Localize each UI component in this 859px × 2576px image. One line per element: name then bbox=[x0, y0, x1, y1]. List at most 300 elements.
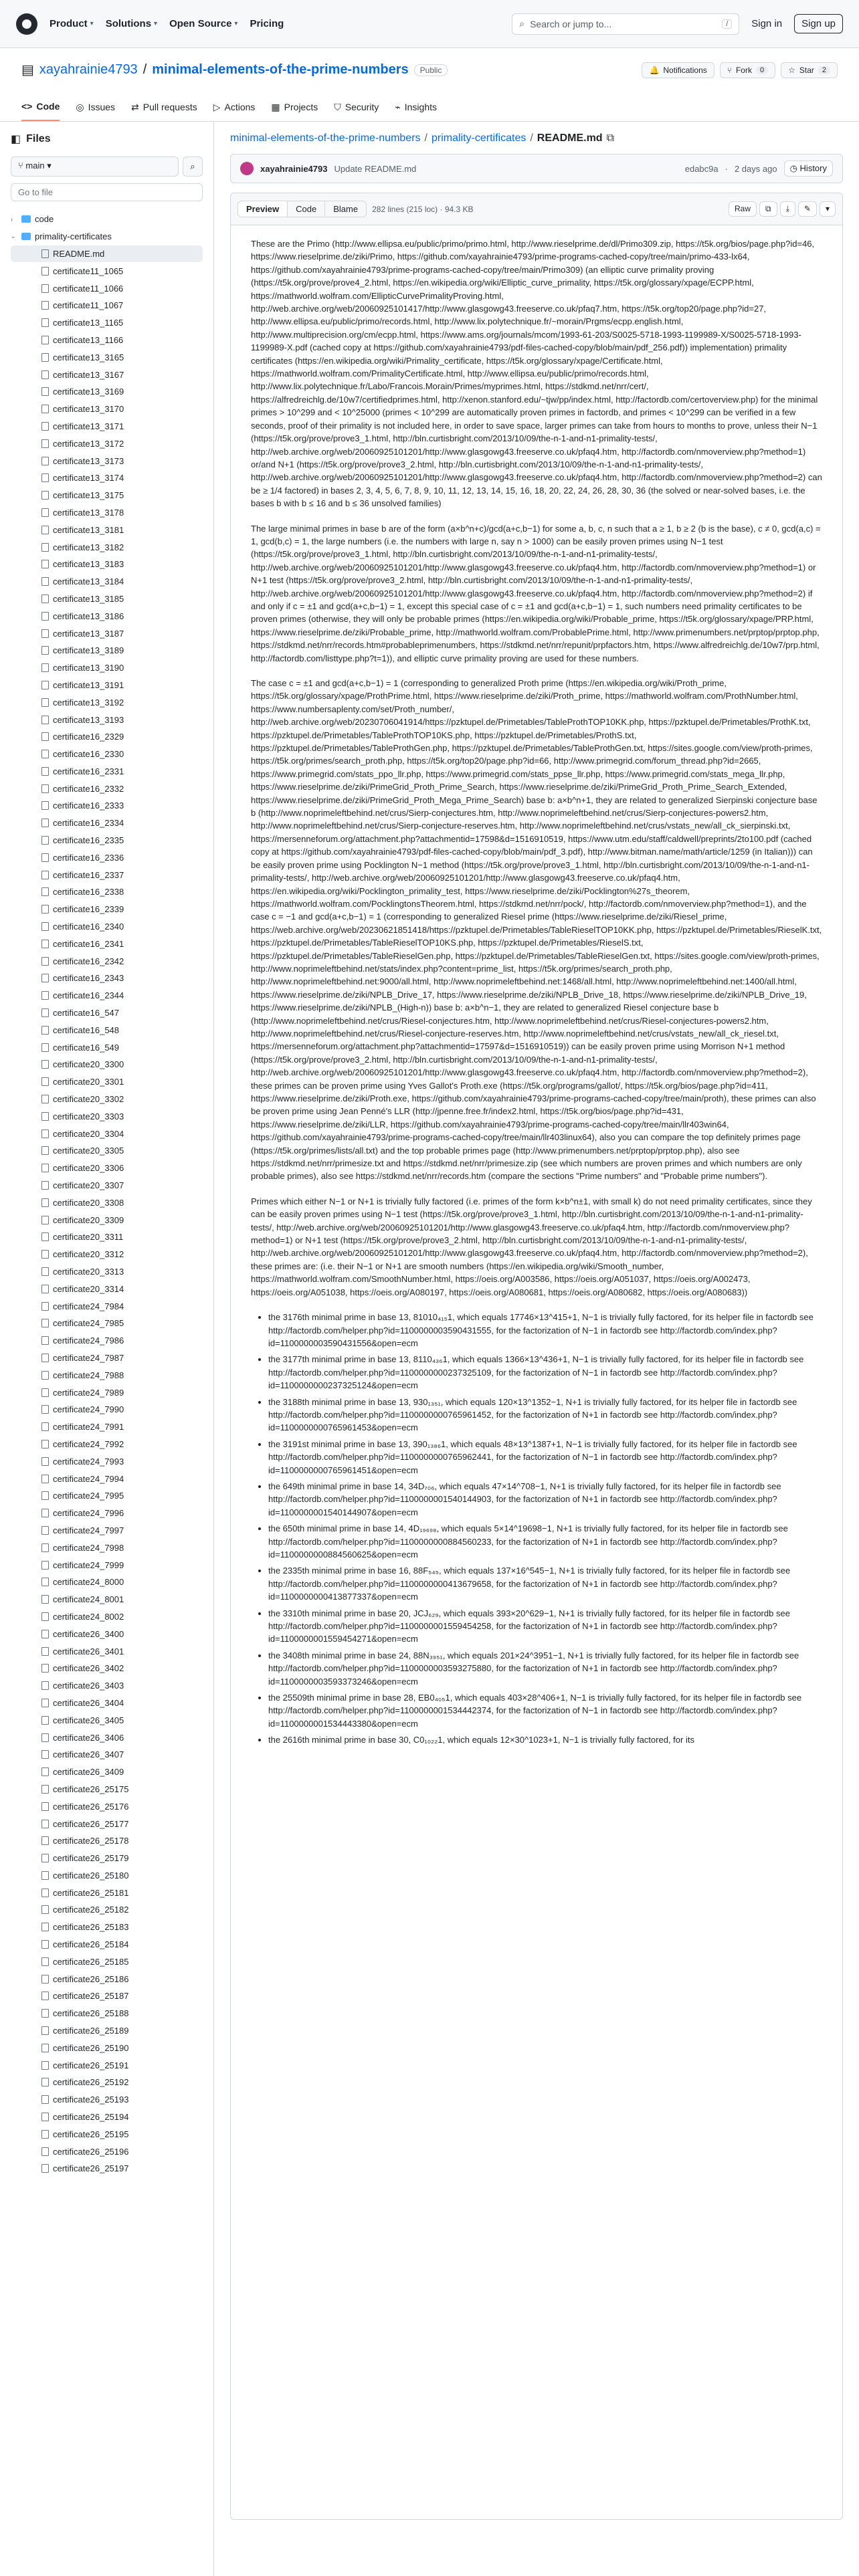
tree-file-item[interactable] bbox=[11, 1194, 203, 1211]
tree-file-item[interactable] bbox=[11, 2022, 203, 2040]
file-icon bbox=[41, 698, 49, 707]
tree-file-item[interactable] bbox=[11, 1384, 203, 1401]
tree-file-item[interactable] bbox=[11, 970, 203, 987]
breadcrumb-file: README.md bbox=[537, 132, 603, 144]
breadcrumb-repo[interactable]: minimal-elements-of-the-prime-numbers bbox=[230, 132, 421, 144]
tree-file-label: certificate26_25192 bbox=[53, 2077, 129, 2088]
breadcrumb: minimal-elements-of-the-prime-numbers / primality-certificates / README.md ⧉ bbox=[230, 132, 615, 144]
tree-file-item[interactable] bbox=[11, 1539, 203, 1556]
tree-file-label: certificate24_7992 bbox=[53, 1438, 124, 1449]
tab-actions[interactable]: ▷ Actions bbox=[213, 101, 256, 112]
file-icon bbox=[41, 1923, 49, 1931]
tree-file-item[interactable] bbox=[11, 901, 203, 918]
file-icon bbox=[41, 1232, 49, 1241]
tree-file-item[interactable] bbox=[11, 728, 203, 746]
tree-file-item[interactable] bbox=[11, 1660, 203, 1677]
tree-file-item[interactable] bbox=[11, 1039, 203, 1056]
tab-pull-requests[interactable]: ⇄ Pull requests bbox=[131, 101, 197, 112]
tree-file-item[interactable] bbox=[11, 2125, 203, 2143]
tree-file-item[interactable] bbox=[11, 504, 203, 522]
commit-hash[interactable]: edabc9a bbox=[684, 163, 719, 174]
file-icon bbox=[41, 1405, 49, 1414]
tree-file-item[interactable] bbox=[11, 2143, 203, 2160]
tree-file-item[interactable] bbox=[11, 348, 203, 366]
tree-file-label: certificate24_7984 bbox=[53, 1301, 124, 1311]
tree-file-label: certificate16_547 bbox=[53, 1008, 120, 1018]
file-icon bbox=[41, 1285, 49, 1293]
file-icon bbox=[41, 1181, 49, 1190]
tree-file-label: certificate16_2336 bbox=[53, 852, 124, 863]
tree-file-item[interactable] bbox=[11, 1470, 203, 1487]
file-icon bbox=[41, 2009, 49, 2018]
sidebar-collapse-icon[interactable]: ◧ bbox=[11, 134, 21, 145]
chevron-down-icon: ▾ bbox=[90, 20, 94, 27]
tree-file-item[interactable] bbox=[11, 1625, 203, 1642]
tree-file-item[interactable] bbox=[11, 1297, 203, 1315]
tree-file-label: certificate26_3407 bbox=[53, 1749, 124, 1760]
tree-file-item[interactable] bbox=[11, 591, 203, 608]
tree-file-item[interactable] bbox=[11, 1073, 203, 1091]
paragraph-proth-riesel: The case c = ±1 and gcd(a+c,b−1) = 1 (corresponding to generalized Proth prime (https://en.wikipedia.org/wiki/Proth_prime, https://t5k.org/glossary/xpage/ProthPrime.html, https://www.rieselprime.de/ziki/Proth_prime, https://mathworld.wolfram.com/ProthNumber.html, https://www.numbersaplenty.com/set/Proth_number/, http://web.archive.org/web/20230706041914/https://pzktupel.de/Primetables/TableProthTOP10KK.php, https://pzktupel.de/Primetables/ProthK.txt, https://pzktupel.de/Primetables/TableProthTOP10KS.php, https://pzktupel.de/Primetables/ProthS.txt, https://pzktupel.de/Primetables/TableProthGen.php, https://pzktupel.de/Primetables/TableProthGen.txt, https://sites.google.com/view/proth-primes, https://t5k.org/primes/search_proth.php, https://t5k.org/top20/page.php?id=66, http://www.primegrid.com/forum_thread.php?id=2665, https://www.primegrid.com/stats_ppo_llr.php, https://www.primegrid.com/stats_ppse_llr.php, https://www.primegrid.com/stats_mega_llr.php, https://www.rieselprime.de/ziki/PrimeGrid_Proth_Prime_Search, https://www.rieselprime.de/ziki/PrimeGrid_Proth_Prime_Search_Extended, https://www.rieselprime.de/ziki/PrimeGrid_Proth_Mega_Prime_Search) base b: a×b^n+1, they are related to generalized Sierpinski conjecture base b (http://www.noprimeleftbehind.net/crus/Sierp-conjectures.htm, http://www.noprimeleftbehind.net/crus/Sierp-conjectures-powers2.htm, http://www.noprimeleftbehind.net/crus/Sierp-conjecture-reserves.htm, http://www.noprimeleftbehind.net/crus/vstats_new/all_ck_sierpinski.txt, https://mersenneforum.org/attachment.php?attachmentid=17598&d=1516910519, https://www.utm.edu/staff/caldwell/preprints/2to100.pdf (cached copy at https://github.com/xayahrainie4793/pdf-files-cached-copy/blob/main/pdf_3.pdf), http://www.bitman.name/math/article/1259 (in Italian))) can be easily proven prime using Pocklington N−1 method (https://t5k.org/prove/prove3_1.html, http://bln.curtisbright.com/2013/10/09/the-n-1-and-n1-primality-tests/, http://web.archive.org/web/20060925101201/http://www.glasgowg43.freeserve.co.uk/pfaq4.htm, https://en.wikipedia.org/wiki/Pocklington_primality_test, https://www.rieselprime.de/ziki/Pocklington%27s_theorem, https://mathworld.wolfram.com/PocklingtonsTheorem.html, https://stdkmd.net/nrr/pock/, http://factordb.com/nmoverview.php?method=1), and the case c = −1 and gcd(a+c,b−1) = 1 (corresponding to generalized Riesel prime (https://www.rieselprime.de/ziki/Riesel_prime, https://web.archive.org/web/20230621851418/https://pzktupel.de/Primetables/TableRieselTOP10KK.php, https://pzktupel.de/Primetables/RieselK.txt, https://pzktupel.de/Primetables/TableRieselTOP10KS.php, https://pzktupel.de/Primetables/RieselS.txt, https://pzktupel.de/Primetables/TableRieselGen.php, https://pzktupel.de/Primetables/TableRieselGen.txt, https://sites.google.com/view/proth-primes, http://www.noprimeleftbehind.net/stats/index.php?content=prime_list, https://t5k.org/primes/search_proth.php, http://www.noprimeleftbehind.net:9000/all.html, http://www.noprimeleftbehind.net:1468/all.html, http://www.noprimeleftbehind.net:1400/all.html, https://www.rieselprime.de/ziki/NPLB_Drive_17, https://www.rieselprime.de/ziki/NPLB_Drive_18, https://www.rieselprime.de/ziki/NPLB_Drive_19, https://www.rieselprime.de/ziki/NPLB_(High-n)) base b: a×b^n−1, they are related to generalized Riesel conjecture base b (http://www.noprimeleftbehind.net/crus/Riesel-conjectures.htm, http://www.noprimeleftbehind.net/crus/Riesel-conjectures-powers2.htm, http://www.noprimeleftbehind.net/crus/Riesel-conjecture-reserves.htm, http://www.noprimeleftbehind.net/crus/vstats_new/all_ck_riesel.txt, https://mersenneforum.org/attachment.php?attachmentid=17597&d=1516910519)) can be easily proven prime using Morrison N+1 method (https://t5k.org/prove/prove3_2.html, http://bln.curtisbright.com/2013/10/09/the-n-1-and-n1-primality-tests/, http://web.archive.org/web/20060925101201/http://www.glasgowg43.freeserve.co.uk/pfaq4.htm, http://factordb.com/nmoverview.php?method=2), these primes can be proven prime using Yves Gallot's Proth.exe (https://t5k.org/programs/gallot/, https://t5k.org/bios/page.php?id=411, https://www.rieselprime.de/ziki/Proth.exe, https://github.com/xayahrainie4793/prime-programs-cached-copy/tree/main/proth), these primes can also be proven prime using Jean Penné's LLR (http://jpenne.free.fr/index2.html, https://t5k.org/bios/page.php?id=431, https://www.rieselprime.de/ziki/LLR, https://github.com/xayahrainie4793/prime-programs-cached-copy/tree/main/llr403win64, https://github.com/xayahrainie4793/prime-programs-cached-copy/tree/main/llr403linux64), also you can compare the top definitely primes page (https://t5k.org/primes/lists/all.txt) and the top probable primes page (http://www.primenumbers.net/prptop/prptop.php), also see https://stdkmd.net/nrr/primesize.txt and https://stdkmd.net/nrr/primesize.zip (see which numbers are proven primes and which numbers are only probable primes), also see https://stdkmd.net/nrr/records.htm (compare the sections "Prime numbers" and "Probable prime numbers"). bbox=[251, 678, 822, 1182]
file-icon bbox=[41, 2147, 49, 2156]
file-icon bbox=[41, 1026, 49, 1035]
tree-file-label: certificate24_7985 bbox=[53, 1318, 124, 1329]
tree-file-item[interactable] bbox=[11, 1970, 203, 1988]
breadcrumb-folder[interactable]: primality-certificates bbox=[431, 132, 527, 144]
graph-icon: ⌁ bbox=[395, 101, 401, 112]
tree-file-item[interactable] bbox=[11, 659, 203, 677]
chevron-down-icon: ▾ bbox=[234, 20, 238, 27]
tree-file-item[interactable] bbox=[11, 314, 203, 332]
tree-file-item[interactable] bbox=[11, 1832, 203, 1850]
tree-file-item[interactable] bbox=[11, 1505, 203, 1522]
tree-file-label: certificate16_2338 bbox=[53, 887, 124, 897]
file-icon bbox=[41, 473, 49, 482]
tree-file-item[interactable] bbox=[11, 1160, 203, 1177]
tree-file-item[interactable] bbox=[11, 1004, 203, 1022]
fork-count: 0 bbox=[756, 66, 768, 74]
repo-icon: ▤ bbox=[21, 63, 34, 78]
tree-file-item[interactable] bbox=[11, 332, 203, 349]
fork-button[interactable]: ⑂ Fork 0 bbox=[720, 62, 775, 78]
tree-file-item[interactable] bbox=[11, 1228, 203, 1246]
tree-file-label: certificate16_549 bbox=[53, 1042, 120, 1053]
github-logo-icon[interactable] bbox=[16, 13, 37, 35]
tree-file-item[interactable] bbox=[11, 1729, 203, 1746]
nav-solutions[interactable]: Solutions ▾ bbox=[105, 18, 158, 29]
tree-file-item[interactable] bbox=[11, 1642, 203, 1660]
tree-file-label: certificate24_7987 bbox=[53, 1352, 124, 1363]
tree-file-label: certificate24_7995 bbox=[53, 1491, 124, 1501]
tree-file-label: certificate16_2337 bbox=[53, 869, 124, 880]
tree-file-item[interactable] bbox=[11, 866, 203, 883]
file-icon bbox=[41, 2113, 49, 2121]
file-icon bbox=[41, 2061, 49, 2070]
tree-file-label: certificate26_25179 bbox=[53, 1853, 129, 1864]
star-button[interactable]: ☆ Star 2 bbox=[781, 62, 838, 78]
tree-file-label: certificate20_3300 bbox=[53, 1059, 124, 1070]
tree-file-item[interactable] bbox=[11, 1695, 203, 1712]
tree-file-label: certificate24_7991 bbox=[53, 1422, 124, 1432]
tree-file-label: certificate13_3165 bbox=[53, 352, 124, 362]
copy-raw-icon[interactable]: ⧉ bbox=[759, 201, 777, 217]
tree-file-label: certificate13_3190 bbox=[53, 663, 124, 673]
tree-file-label: certificate26_25190 bbox=[53, 2042, 129, 2053]
avatar[interactable] bbox=[240, 162, 254, 175]
tree-file-label: certificate26_25177 bbox=[53, 1818, 129, 1829]
tree-file-item[interactable] bbox=[11, 1608, 203, 1626]
tree-file-item[interactable] bbox=[11, 280, 203, 297]
search-input[interactable] bbox=[512, 13, 739, 35]
tree-folder-primality-certificates[interactable]: ⌄ primality-certificates bbox=[11, 231, 112, 242]
tree-file-item[interactable] bbox=[11, 1953, 203, 1970]
file-icon bbox=[41, 1146, 49, 1155]
tree-file-item[interactable] bbox=[11, 918, 203, 936]
file-icon bbox=[41, 1112, 49, 1121]
tree-file-item[interactable] bbox=[11, 435, 203, 452]
file-icon bbox=[41, 646, 49, 655]
tree-file-label: certificate16_2332 bbox=[53, 783, 124, 794]
tree-file-label: certificate16_2335 bbox=[53, 835, 124, 846]
repo-owner-link[interactable]: xayahrainie4793 bbox=[39, 62, 138, 77]
tree-file-label: certificate26_25188 bbox=[53, 2008, 129, 2019]
tree-file-label: certificate26_25191 bbox=[53, 2060, 129, 2070]
tree-file-item[interactable] bbox=[11, 2056, 203, 2074]
history-button[interactable]: ◷ History bbox=[784, 160, 833, 177]
file-icon bbox=[41, 508, 49, 517]
tree-file-item[interactable] bbox=[11, 418, 203, 435]
tree-file-label: certificate26_25183 bbox=[53, 1922, 129, 1933]
tree-file-label: certificate24_7990 bbox=[53, 1404, 124, 1415]
file-header bbox=[231, 193, 842, 225]
tree-file-item[interactable] bbox=[11, 556, 203, 573]
tree-file-item[interactable] bbox=[11, 1936, 203, 1953]
blame-tab[interactable]: Blame bbox=[325, 201, 366, 217]
tree-file-item[interactable] bbox=[11, 763, 203, 780]
tree-file-label: certificate26_25193 bbox=[53, 2095, 129, 2105]
file-icon bbox=[41, 284, 49, 293]
nav-product[interactable]: Product ▾ bbox=[50, 18, 94, 29]
download-icon[interactable]: ⤓ bbox=[780, 201, 795, 217]
tree-file-item[interactable] bbox=[11, 1746, 203, 1763]
tree-file-item[interactable] bbox=[11, 849, 203, 866]
tree-file-item[interactable] bbox=[11, 1315, 203, 1332]
tree-file-item[interactable] bbox=[11, 711, 203, 728]
tree-file-item[interactable] bbox=[11, 1574, 203, 1591]
tree-file-item[interactable] bbox=[11, 1901, 203, 1919]
tab-code[interactable]: <> Code bbox=[21, 96, 60, 121]
tree-file-label: certificate13_3192 bbox=[53, 697, 124, 708]
tree-file-readme[interactable] bbox=[11, 245, 203, 263]
tree-file-item[interactable] bbox=[11, 1487, 203, 1505]
preview-tab[interactable]: Preview bbox=[238, 201, 288, 217]
list-item: • the 649th minimal prime in base 14, 34D₇₀₆, which equals 47×14^708−1, N+1 is trivially fully factored, for its helper file in factordb see http://factordb.com/helper.php?id=1100000001540144903, for the factorization of N+1 in factordb see http://factordb.com/index.php?id=1100000001540144907&open=ecm bbox=[268, 1480, 822, 1519]
tree-file-item[interactable] bbox=[11, 1263, 203, 1281]
tree-file-label: certificate20_3305 bbox=[53, 1146, 124, 1156]
file-icon bbox=[41, 560, 49, 568]
file-icon bbox=[41, 1595, 49, 1604]
tree-file-item[interactable] bbox=[11, 1246, 203, 1263]
tree-file-item[interactable] bbox=[11, 2039, 203, 2056]
tree-file-item[interactable] bbox=[11, 883, 203, 901]
tree-file-item[interactable] bbox=[11, 677, 203, 694]
table-icon: ▦ bbox=[271, 101, 280, 112]
tree-file-label: certificate26_25189 bbox=[53, 2026, 129, 2036]
tree-file-item[interactable] bbox=[11, 1418, 203, 1436]
tree-file-item[interactable] bbox=[11, 1781, 203, 1798]
tree-file-label: certificate20_3306 bbox=[53, 1163, 124, 1174]
file-icon bbox=[41, 1422, 49, 1431]
nav-open-source[interactable]: Open Source ▾ bbox=[169, 18, 238, 29]
file-tree bbox=[11, 211, 203, 2177]
tree-file-label: certificate26_25186 bbox=[53, 1973, 129, 1984]
tree-file-item[interactable] bbox=[11, 625, 203, 642]
file-icon bbox=[41, 1905, 49, 1914]
tree-file-label: certificate13_3171 bbox=[53, 421, 124, 431]
tree-file-label: certificate26_25180 bbox=[53, 1870, 129, 1881]
tree-file-item[interactable] bbox=[11, 1677, 203, 1695]
tree-file-label: certificate26_3405 bbox=[53, 1715, 124, 1725]
file-icon bbox=[41, 595, 49, 603]
tree-file-item[interactable] bbox=[11, 746, 203, 763]
sidebar-title: Files bbox=[26, 133, 51, 144]
tree-file-item[interactable] bbox=[11, 1591, 203, 1608]
file-icon bbox=[41, 940, 49, 948]
file-icon bbox=[41, 1060, 49, 1069]
commit-time: 2 days ago bbox=[734, 163, 777, 174]
top-navigation bbox=[0, 0, 859, 48]
tree-file-item[interactable] bbox=[11, 797, 203, 815]
tree-file-label: certificate16_2341 bbox=[53, 938, 124, 949]
file-icon bbox=[41, 2044, 49, 2052]
tree-file-label: README.md bbox=[53, 248, 105, 259]
repo-name-link[interactable]: minimal-elements-of-the-prime-numbers bbox=[152, 62, 409, 77]
tree-file-item[interactable] bbox=[11, 262, 203, 280]
file-icon bbox=[41, 819, 49, 827]
tree-file-label: certificate16_2344 bbox=[53, 990, 124, 1001]
file-icon bbox=[41, 439, 49, 448]
tree-file-item[interactable] bbox=[11, 1919, 203, 1936]
tree-file-item[interactable] bbox=[11, 538, 203, 556]
readme-article bbox=[231, 225, 842, 1762]
tree-file-label: certificate13_3178 bbox=[53, 507, 124, 518]
tree-file-label: certificate20_3303 bbox=[53, 1111, 124, 1121]
file-icon bbox=[41, 1612, 49, 1621]
view-mode-toggle bbox=[237, 201, 367, 217]
file-icon bbox=[41, 491, 49, 500]
file-icon bbox=[41, 1302, 49, 1311]
list-item: • the 3176th minimal prime in base 13, 81010₄₁₅1, which equals 17746×13^415+1, N−1 is trivially fully factored, for its helper file in factordb see http://factordb.com/helper.php?id=1100000003590431555, for the factorization of N−1 in factordb see http://factordb.com/index.php?id=1100000003590431556&open=ecm bbox=[268, 1311, 822, 1350]
paragraph-large-primes: The large minimal primes in base b are of the form (a×b^n+c)/gcd(a+c,b−1) for some a, b, c, n such that a ≥ 1, b ≥ 2 (b is the base), c ≠ 0, gcd(a,c) = 1, gcd(b,c) = 1, the large numbers (i.e. the numbers with large n, say n > 1000) can be easily proven primes using N−1 test (https://t5k.org/prove/prove3_1.html, http://bln.curtisbright.com/2013/10/09/the-n-1-and-n1-primality-tests/, http://web.archive.org/web/20060925101201/http://www.glasgowg43.freeserve.co.uk/pfaq4.htm, http://factordb.com/nmoverview.php?method=1) or N+1 test (https://t5k.org/prove/prove3_2.html, http://bln.curtisbright.com/2013/10/09/the-n-1-and-n1-primality-tests/, http://web.archive.org/web/20060925101201/http://www.glasgowg43.freeserve.co.uk/pfaq4.htm, http://factordb.com/nmoverview.php?method=2) if and only if c = ±1 and gcd(a+c,b−1) = 1, except this special case of c = ±1 and gcd(a+c,b−1) = 1, such numbers need primality certificates to be proven primes (otherwise, they will only be probable primes (https://en.wikipedia.org/wiki/Probable_prime, https://t5k.org/glossary/xpage/PRP.html, https://www.rieselprime.de/ziki/Probable_prime, http://mathworld.wolfram.com/ProbablePrime.html, http://www.primenumbers.net/prptop/prptop.php, https://stdkmd.net/nrr/records.htm#probableprimenumbers, https://stdkmd.net/nrr/repunit/prpfactors.htm, https://www.alfredreichlg.de/10w7/prp.html, http://factordb.com/listtype.php?t=1)), and elliptic curve primality proving are used for these numbers. bbox=[251, 523, 821, 663]
file-icon bbox=[41, 1543, 49, 1552]
tree-file-label: certificate13_3189 bbox=[53, 645, 124, 656]
tree-file-label: certificate26_25187 bbox=[53, 1991, 129, 2002]
tree-file-label: certificate16_548 bbox=[53, 1025, 120, 1035]
tree-file-label: certificate11_1067 bbox=[53, 300, 124, 311]
pull-request-icon: ⇄ bbox=[131, 101, 139, 112]
tree-file-label: certificate24_7988 bbox=[53, 1370, 124, 1380]
tree-file-label: certificate26_25184 bbox=[53, 1939, 129, 1950]
tree-file-item[interactable] bbox=[11, 1021, 203, 1039]
nav-pricing[interactable]: Pricing bbox=[250, 18, 284, 29]
tree-file-item[interactable] bbox=[11, 935, 203, 952]
sign-in-link[interactable]: Sign in bbox=[751, 18, 783, 29]
file-icon bbox=[41, 1854, 49, 1862]
tree-file-item[interactable] bbox=[11, 607, 203, 625]
file-icon bbox=[41, 887, 49, 896]
tree-file-item[interactable] bbox=[11, 815, 203, 832]
file-icon bbox=[41, 249, 49, 258]
file-icon bbox=[41, 1250, 49, 1259]
tree-file-item[interactable] bbox=[11, 1401, 203, 1418]
tree-file-label: certificate13_3186 bbox=[53, 611, 124, 621]
tab-security[interactable]: ⛉ Security bbox=[334, 101, 379, 112]
tab-issues[interactable]: ◎ Issues bbox=[76, 101, 116, 112]
tree-file-item[interactable] bbox=[11, 366, 203, 383]
tree-file-item[interactable] bbox=[11, 297, 203, 314]
tree-file-item[interactable] bbox=[11, 952, 203, 970]
tree-file-item[interactable] bbox=[11, 1125, 203, 1142]
tree-file-label: certificate11_1065 bbox=[53, 265, 124, 276]
file-icon bbox=[41, 267, 49, 276]
tree-file-item[interactable] bbox=[11, 1211, 203, 1228]
tab-insights[interactable]: ⌁ Insights bbox=[395, 101, 437, 112]
tree-file-item[interactable] bbox=[11, 2091, 203, 2109]
file-icon bbox=[41, 2164, 49, 2173]
tree-file-item[interactable] bbox=[11, 1280, 203, 1297]
file-icon bbox=[41, 612, 49, 621]
notifications-button[interactable]: 🔔 Notifications bbox=[642, 62, 714, 78]
tree-file-item[interactable] bbox=[11, 521, 203, 538]
file-icon bbox=[41, 1095, 49, 1103]
tab-projects[interactable]: ▦ Projects bbox=[271, 101, 318, 112]
tree-file-label: certificate26_25181 bbox=[53, 1887, 129, 1898]
tree-file-label: certificate26_25185 bbox=[53, 1956, 129, 1967]
sign-up-button[interactable]: Sign up bbox=[794, 14, 843, 33]
commit-author[interactable]: xayahrainie4793 bbox=[260, 163, 328, 174]
search-files-icon[interactable]: ⌕ bbox=[183, 156, 203, 177]
repo-header bbox=[0, 48, 859, 122]
tree-file-item[interactable] bbox=[11, 1867, 203, 1885]
tree-file-item[interactable] bbox=[11, 401, 203, 418]
file-icon bbox=[41, 318, 49, 327]
tree-file-item[interactable] bbox=[11, 1366, 203, 1384]
file-icon bbox=[41, 663, 49, 672]
file-icon bbox=[41, 957, 49, 966]
file-icon bbox=[41, 1716, 49, 1725]
tree-file-item[interactable] bbox=[11, 2074, 203, 2091]
tree-file-item[interactable] bbox=[11, 1988, 203, 2005]
tree-file-label: certificate13_1165 bbox=[53, 318, 124, 328]
file-icon bbox=[41, 629, 49, 638]
file-icon bbox=[41, 1820, 49, 1828]
file-icon bbox=[41, 1267, 49, 1276]
tree-file-label: certificate26_25195 bbox=[53, 2129, 129, 2139]
code-view-tab[interactable]: Code bbox=[288, 201, 325, 217]
tree-file-item[interactable] bbox=[11, 780, 203, 797]
file-icon bbox=[41, 336, 49, 344]
tree-file-item[interactable] bbox=[11, 1107, 203, 1125]
tree-file-label: certificate26_3406 bbox=[53, 1732, 124, 1743]
file-icon bbox=[41, 1889, 49, 1897]
tree-file-item[interactable] bbox=[11, 2005, 203, 2022]
latest-commit-bar: xayahrainie4793 Update README.md edabc9a · 2 days ago ◷ History bbox=[230, 154, 843, 183]
edit-icon[interactable]: ✎ bbox=[798, 201, 817, 217]
tree-file-item[interactable] bbox=[11, 1142, 203, 1160]
tree-file-label: certificate13_3191 bbox=[53, 679, 124, 690]
file-icon bbox=[41, 1319, 49, 1327]
tree-file-item[interactable] bbox=[11, 2109, 203, 2126]
file-icon bbox=[41, 974, 49, 982]
tree-file-item[interactable] bbox=[11, 1763, 203, 1781]
list-item: • the 3310th minimal prime in base 20, JCJ₆₂₉, which equals 393×20^629−1, N+1 is trivially fully factored, for its helper file in factordb see http://factordb.com/helper.php?id=1100000001559454258, for the factorization of N+1 in factordb see http://factordb.com/index.php?id=1100000001559454271&open=ecm bbox=[268, 1607, 822, 1646]
tree-file-item[interactable] bbox=[11, 1522, 203, 1539]
file-icon bbox=[41, 2026, 49, 2035]
tree-file-item[interactable] bbox=[11, 1556, 203, 1574]
issue-icon: ◎ bbox=[76, 101, 84, 112]
copy-path-icon[interactable]: ⧉ bbox=[606, 132, 615, 144]
file-icon bbox=[41, 1802, 49, 1811]
raw-button[interactable]: Raw bbox=[729, 201, 757, 217]
go-to-file-input[interactable]: Go to file bbox=[11, 183, 203, 201]
tree-file-label: certificate26_25196 bbox=[53, 2146, 129, 2157]
tree-file-item[interactable] bbox=[11, 1056, 203, 1073]
tree-file-item[interactable] bbox=[11, 383, 203, 401]
tree-file-label: certificate13_3170 bbox=[53, 404, 124, 415]
file-icon bbox=[41, 1475, 49, 1483]
tree-file-item[interactable] bbox=[11, 1798, 203, 1815]
file-icon bbox=[41, 1077, 49, 1086]
tree-file-item[interactable] bbox=[11, 1815, 203, 1832]
file-icon bbox=[41, 1750, 49, 1759]
tree-file-item[interactable] bbox=[11, 1177, 203, 1194]
tree-file-item[interactable] bbox=[11, 452, 203, 469]
tree-file-item[interactable] bbox=[11, 693, 203, 711]
tree-file-label: certificate16_2343 bbox=[53, 973, 124, 984]
tree-file-item[interactable] bbox=[11, 1436, 203, 1453]
tree-file-label: certificate16_2329 bbox=[53, 732, 124, 742]
paragraph-intro: These are the Primo (http://www.ellipsa.eu/public/primo/primo.html, http://www.rieselprime.de/dl/Primo309.zip, https://t5k.org/bios/page.php?id=46, https://www.rieselprime.de/ziki/Primo, https://github.com/xayahrainie4793/prime-programs-cached-copy/tree/main/primo-433-lx64, https://github.com/xayahrainie4793/prime-programs-cached-copy/tree/main/Primo309) (an elliptic curve primality proving (https://t5k.org/prove/prove4_2.html, https://en.wikipedia.org/wiki/Elliptic_curve_primality, https://t5k.org/glossary/xpage/ECPP.html, https://mathworld.wolfram.com/EllipticCurvePrimalityProving.html, http://web.archive.org/web/20060925101417/http://www.glasgowg43.freeserve.co.uk/pfaq7.htm, https://t5k.org/top20/page.php?id=27, http://www.ellipsa.eu/public/primo/records.html, http://www.lix.polytechnique.fr/~morain/Prgms/ecpp.english.html, http://www.multiprecision.org/cm/ecpp.html, https://www.ams.org/journals/mcom/1993-61-203/S0025-5718-1993-1199989-X/S0025-5718-1993-1199989-X.pdf (cached copy at https://github.com/xayahrainie4793/pdf-files-cached-copy/blob/main/pdf_256.pdf)) implementation) primality certificates (https://en.wikipedia.org/wiki/Primality_certificate, https://t5k.org/glossary/xpage/Certificate.html, https://mathworld.wolfram.com/PrimalityCertificate.html, http://www.ellipsa.eu/public/primo/records.html, http://www.lix.polytechnique.fr/Labo/Francois.Morain/Primes/myprimes.html, https://stdkmd.net/nrr/cert/, https://alfredreichlg.de/10w7/certifiedprimes.html, http://xenon.stanford.edu/~tjw/pp/index.html, http://factordb.com/certoverview.php) for the minimal primes > 10^299 and < 10^25000 (primes < 10^299 are automatically proven primes in factordb, and primes < 10^299 can be verified in a few seconds, proof of their primality is not included here, in order to save space, larger primes can take from hours to months to prove, unless their N−1 (https://t5k.org/prove/prove3_1.html, http://bln.curtisbright.com/2013/10/09/the-n-1-and-n1-primality-tests/, http://web.archive.org/web/20060925101201/http://www.glasgowg43.freeserve.co.uk/pfaq4.htm, http://factordb.com/nmoverview.php?method=1) or/and N+1 (https://t5k.org/prove/prove3_2.html, http://bln.curtisbright.com/2013/10/09/the-n-1-and-n1-primality-tests/, http://web.archive.org/web/20060925101201/http://www.glasgowg43.freeserve.co.uk/pfaq4.htm, http://factordb.com/nmoverview.php?method=2) can be ≥ 1/4 factored) in bases 2, 3, 4, 5, 6, 7, 8, 9, 10, 11, 12, 13, 14, 15, 16, 18, 20, 22, 24, 26, 28, 30, 36 (the solved or near-solved bases, i.e. the bases b with b ≤ 16 and b ≤ 36 unsolved families) bbox=[251, 239, 822, 509]
tree-file-item[interactable] bbox=[11, 642, 203, 659]
tree-folder-code[interactable]: › code bbox=[11, 214, 54, 225]
file-icon bbox=[41, 1664, 49, 1673]
tree-file-item[interactable] bbox=[11, 832, 203, 849]
tree-file-item[interactable] bbox=[11, 1850, 203, 1867]
tree-file-item[interactable] bbox=[11, 1711, 203, 1729]
branch-selector[interactable]: ⑂ main ▾ bbox=[11, 156, 179, 177]
tree-file-item[interactable] bbox=[11, 1453, 203, 1470]
commit-message[interactable]: Update README.md bbox=[334, 163, 417, 174]
fork-icon: ⑂ bbox=[727, 65, 732, 75]
tree-file-label: certificate26_25175 bbox=[53, 1784, 129, 1794]
more-options-icon[interactable]: ▾ bbox=[820, 201, 836, 217]
tree-file-item[interactable] bbox=[11, 1332, 203, 1350]
tree-file-item[interactable] bbox=[11, 1091, 203, 1108]
tree-file-item[interactable] bbox=[11, 987, 203, 1004]
file-icon bbox=[41, 1578, 49, 1586]
tree-file-item[interactable] bbox=[11, 1350, 203, 1367]
play-icon: ▷ bbox=[213, 101, 221, 112]
tree-file-item[interactable] bbox=[11, 2160, 203, 2177]
folder-open-icon bbox=[21, 233, 31, 240]
tree-file-item[interactable] bbox=[11, 487, 203, 504]
tree-file-item[interactable] bbox=[11, 573, 203, 591]
file-icon bbox=[41, 716, 49, 724]
file-icon bbox=[41, 784, 49, 793]
tree-file-item[interactable] bbox=[11, 469, 203, 487]
tree-file-item[interactable] bbox=[11, 1884, 203, 1901]
file-icon bbox=[41, 405, 49, 413]
